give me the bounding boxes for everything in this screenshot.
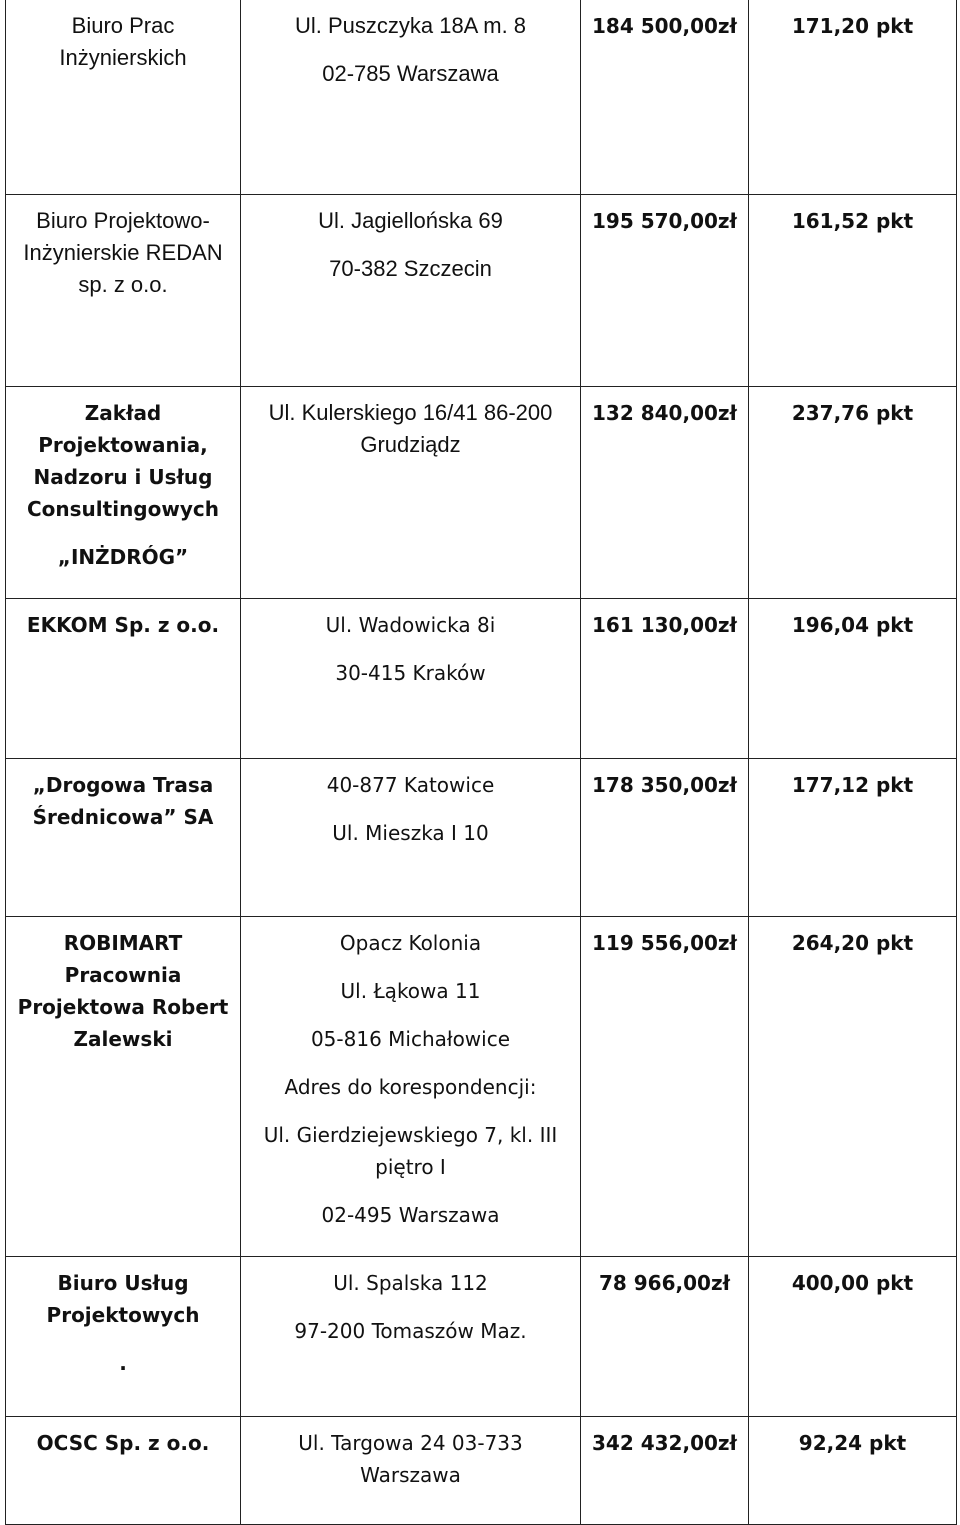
company-name-line: Projektowania, [38,432,208,457]
address-cell [241,386,581,598]
price-value: 161 130,00zł [592,612,737,637]
address-cell [241,598,581,758]
company-name-line: „Drogowa Trasa [32,772,214,797]
price-value: 78 966,00zł [598,1270,731,1295]
address-line: Ul. Mieszka I 10 [332,820,489,845]
company-name-line: Zakład [84,400,162,425]
table-row [6,0,957,194]
address-line: Ul. Targowa 24 03-733 [298,1430,523,1455]
table-row [6,1416,957,1524]
points-value: 171,20 pkt [791,14,914,38]
company-name-line: . [119,1350,127,1375]
company-name-line: Średnicowa” SA [32,804,214,829]
price-value: 342 432,00zł [592,1430,737,1455]
company-name-cell [6,0,241,194]
address-line: Ul. Wadowicka 8i [325,612,496,637]
points-cell [749,598,957,758]
company-name-cell [6,1416,241,1524]
address-line: 05-816 Michałowice [310,1026,511,1051]
price-value: 132 840,00zł [592,400,737,425]
price-cell [581,1416,749,1524]
address-cell [241,0,581,194]
price-value: 184 500,00zł [592,14,737,38]
price-cell [581,758,749,916]
company-name-line: Inżynierskie REDAN [23,239,223,265]
points-cell [749,916,957,1256]
address-line: 30-415 Kraków [335,660,486,685]
points-cell [749,758,957,916]
price-value: 195 570,00zł [592,208,737,233]
address-line: Ul. Gierdziejewskiego 7, kl. III [263,1122,558,1147]
company-name-line: Zalewski [73,1026,173,1051]
address-line: 40-877 Katowice [326,772,495,797]
price-cell [581,1256,749,1416]
address-line: Ul. Spalska 112 [333,1270,488,1295]
company-name-line: Projektowych [46,1302,200,1327]
price-cell [581,194,749,386]
company-name-line: Biuro Projektowo- [36,207,210,233]
address-cell [241,1416,581,1524]
points-value: 161,52 pkt [791,208,914,233]
price-value: 178 350,00zł [592,772,737,797]
company-name-line: Consultingowych [27,496,219,521]
address-line: Grudziądz [360,431,461,457]
offers-table [5,0,957,1525]
address-cell [241,1256,581,1416]
company-name-cell [6,1256,241,1416]
address-line: Ul. Puszczyka 18A m. 8 [294,13,527,38]
company-name-line: Inżynierskich [59,45,187,70]
points-value: 177,12 pkt [791,772,914,797]
address-line: Ul. Łąkowa 11 [340,978,481,1003]
company-name-line: EKKOM Sp. z o.o. [26,612,220,637]
company-name-cell [6,194,241,386]
company-name-line: OCSC Sp. z o.o. [36,1430,210,1455]
points-cell [749,194,957,386]
table-row [6,916,957,1256]
table-row [6,386,957,598]
address-cell [241,916,581,1256]
points-value: 92,24 pkt [798,1430,907,1455]
points-cell [749,0,957,194]
points-cell [749,386,957,598]
company-name-line: „INŻDRÓG” [57,544,189,569]
price-cell [581,0,749,194]
company-name-cell [6,916,241,1256]
address-line: piętro I [375,1154,446,1179]
table-row [6,758,957,916]
address-cell [241,758,581,916]
company-name-line: Biuro Prac [71,13,175,38]
company-name-cell [6,386,241,598]
company-name-cell [6,758,241,916]
address-cell [241,194,581,386]
company-name-line: Projektowa Robert [17,994,229,1019]
address-line: Adres do korespondencji: [284,1074,537,1099]
address-line: Warszawa [360,1462,461,1487]
address-line: Ul. Jagiellońska 69 [318,207,503,233]
company-name-line: Biuro Usług [57,1270,189,1295]
company-name-line: Nadzoru i Usług [33,464,213,489]
company-name-line: Pracownia [64,962,182,987]
points-value: 196,04 pkt [791,612,914,637]
address-line: 02-495 Warszawa [321,1202,500,1227]
company-name-cell [6,598,241,758]
points-cell [749,1416,957,1524]
points-value: 400,00 pkt [791,1270,914,1295]
price-cell [581,916,749,1256]
address-line: Opacz Kolonia [339,930,482,955]
price-cell [581,598,749,758]
price-cell [581,386,749,598]
address-line: 02-785 Warszawa [322,61,499,86]
price-value: 119 556,00zł [592,930,737,955]
points-value: 237,76 pkt [791,400,914,425]
points-cell [749,1256,957,1416]
company-name-line: sp. z o.o. [78,271,168,297]
points-value: 264,20 pkt [791,930,914,955]
table-row [6,598,957,758]
company-name-line: ROBIMART [63,930,183,955]
table-row [6,1256,957,1416]
address-line: 70-382 Szczecin [329,255,492,281]
address-line: 97-200 Tomaszów Maz. [294,1318,527,1343]
address-line: Ul. Kulerskiego 16/41 86-200 [268,399,553,425]
table-row [6,194,957,386]
